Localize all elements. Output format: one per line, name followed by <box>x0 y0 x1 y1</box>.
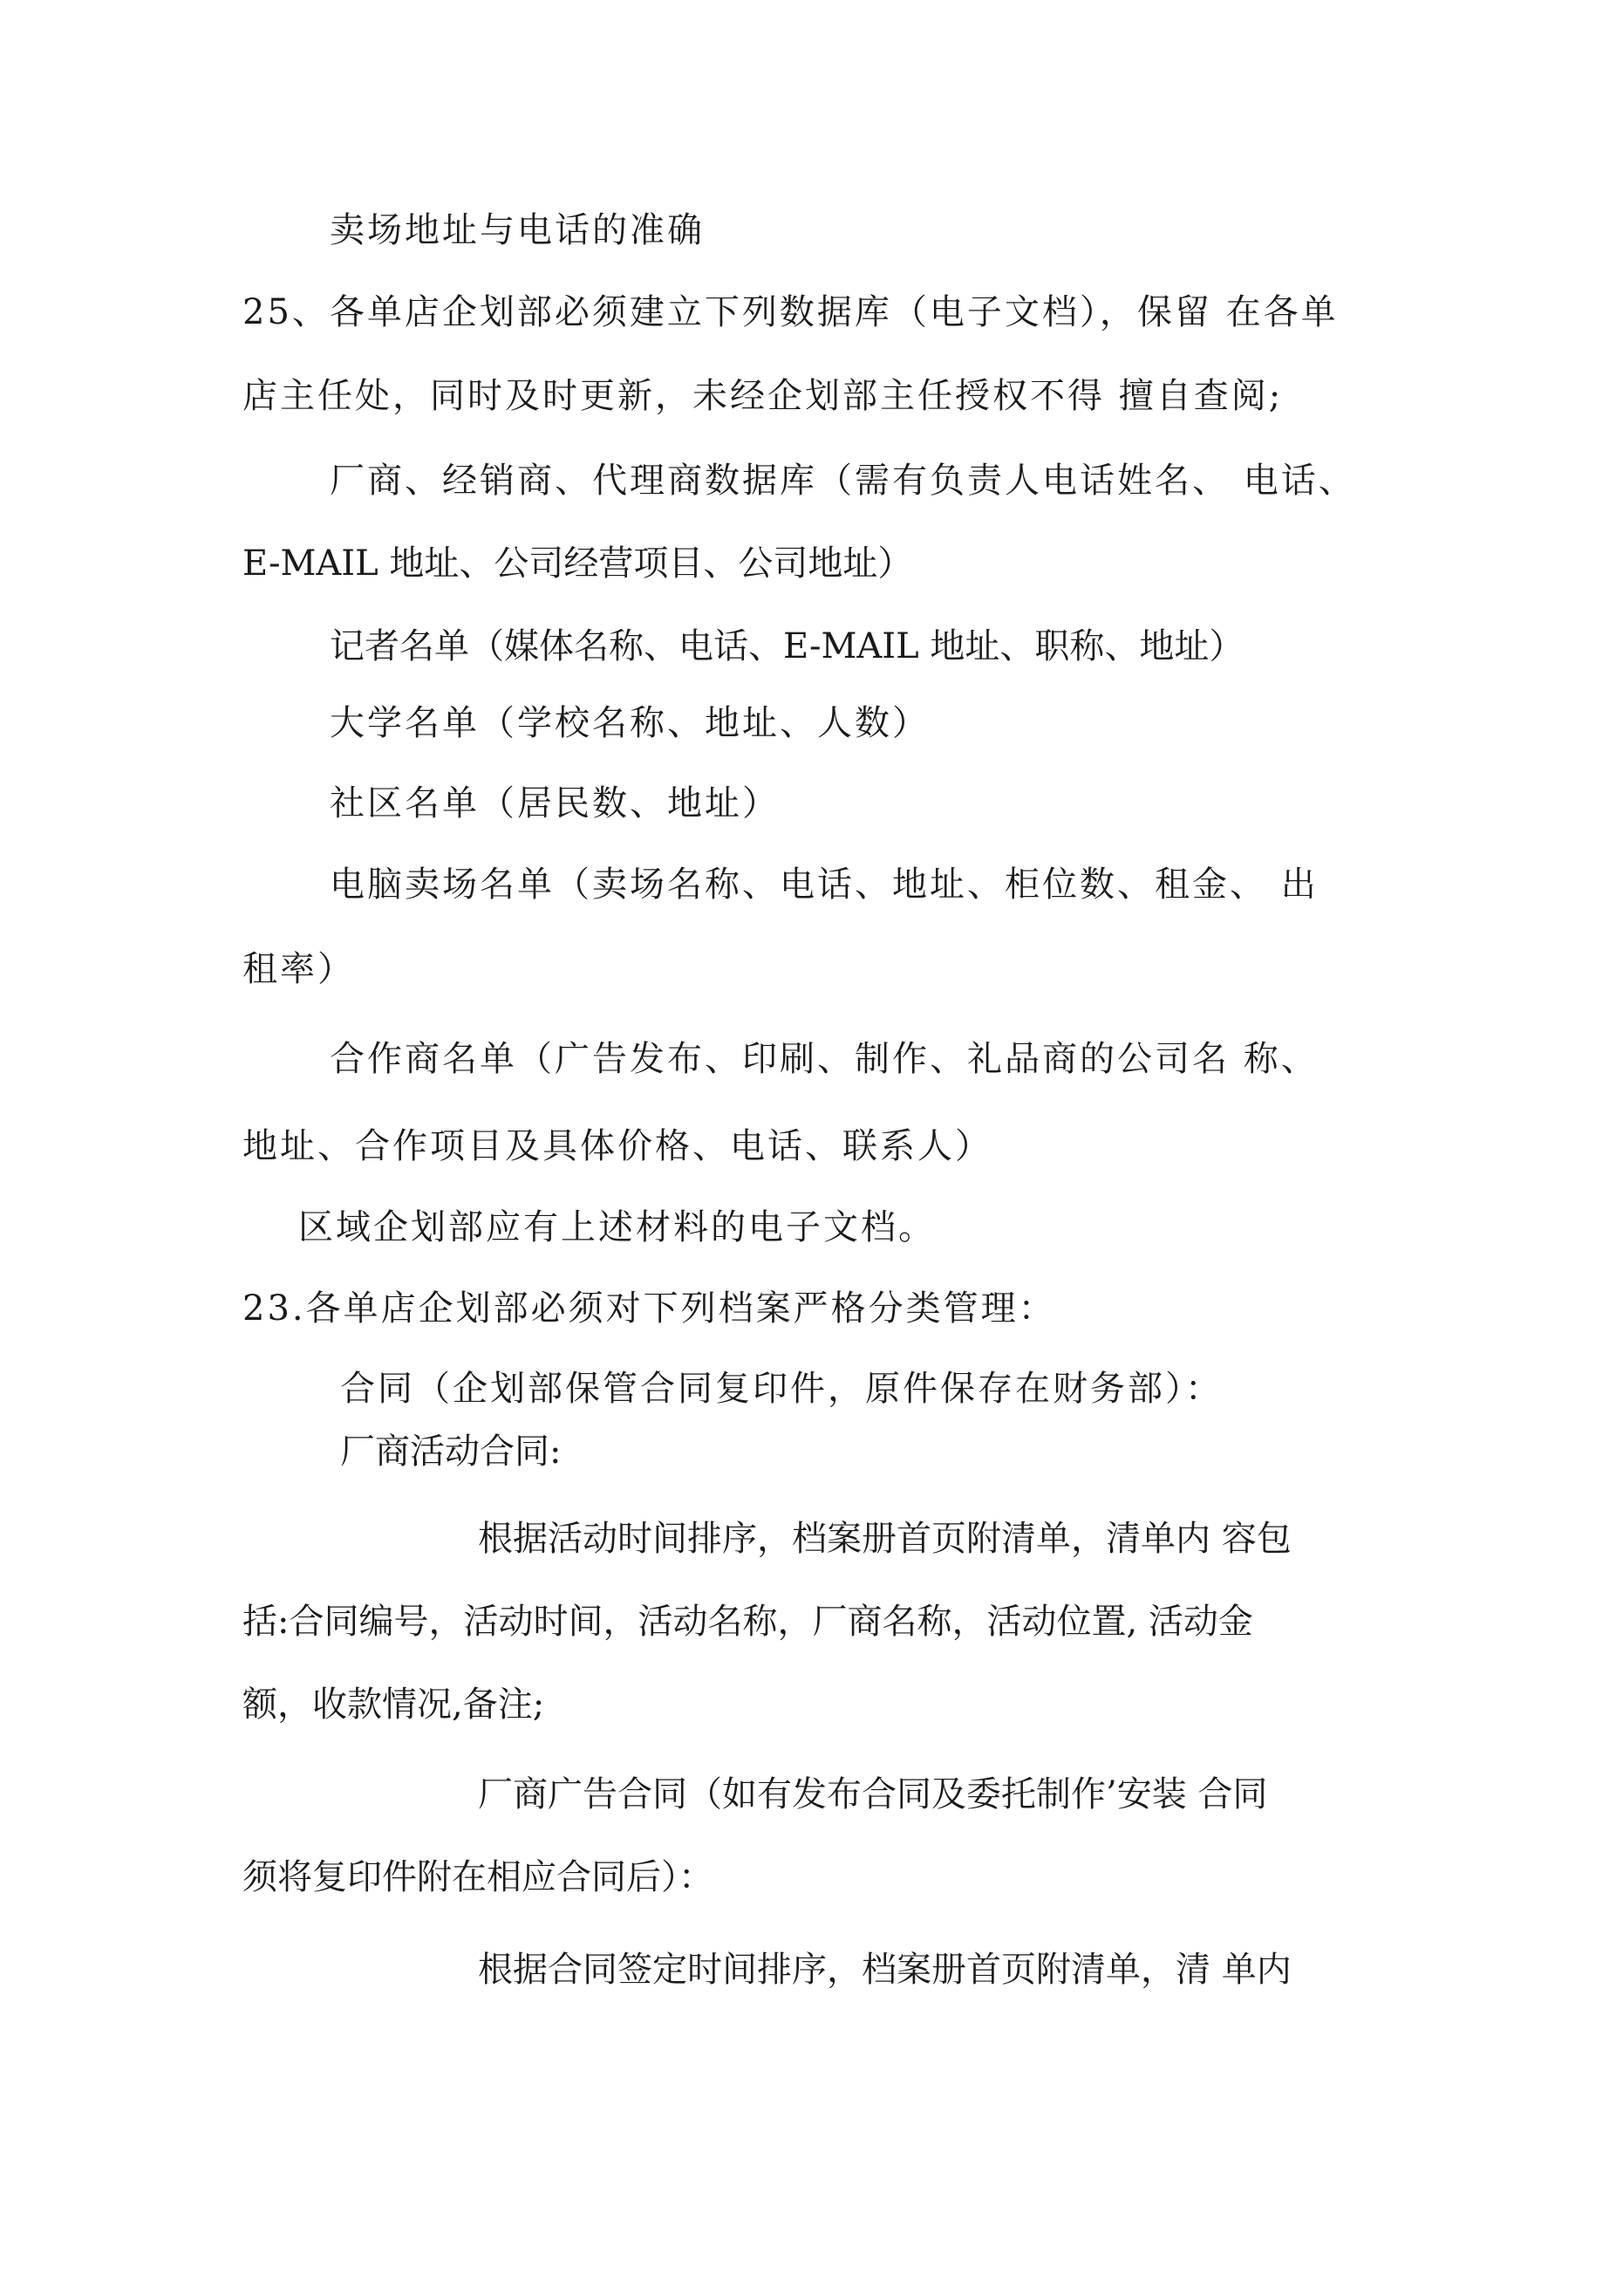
paragraph-line: 须将复印件附在相应合同后）： <box>242 1857 713 1897</box>
paragraph-line: 括:合同编号，活动时间，活动名称，厂商名称，活动位置, 活动金 <box>242 1602 1253 1642</box>
paragraph-line: 卖场地址与电话的准确 <box>330 210 705 250</box>
paragraph-line: 地址、合作项目及具体价格、电话、联系人） <box>242 1126 992 1166</box>
paragraph-line: 记者名单（媒体名称、电话、E-MAIL 地址、职称、地址） <box>330 626 1245 666</box>
paragraph-line: 23.各单店企划部必须对下列档案严格分类管理： <box>242 1288 1056 1329</box>
paragraph-line: 大学名单（学校名称、地址、人数） <box>330 703 930 743</box>
paragraph-line: 电脑卖场名单（卖场名称、电话、地址、柜位数、租金、 出 <box>330 864 1319 905</box>
paragraph-line: 额，收款情况,备注; <box>242 1684 545 1725</box>
paragraph-line: 合同（企划部保管合同复印件，原件保存在财务部）： <box>340 1369 1223 1409</box>
paragraph-line: 根据活动时间排序，档案册首页附清单，清单内 容包 <box>478 1519 1292 1559</box>
paragraph-line: 社区名单（居民数、地址） <box>330 783 780 823</box>
paragraph-line: 租率） <box>242 949 355 989</box>
paragraph-line: 厂商广告合同（如有发布合同及委托制作’安装 合同 <box>478 1774 1268 1814</box>
paragraph-line: 25、各单店企划部必须建立下列数据库（电子文档），保留 在各单 <box>242 292 1339 332</box>
paragraph-line: 合作商名单（广告发布、印刷、制作、礼品商的公司名 称、 <box>330 1039 1319 1079</box>
paragraph-line: 根据合同签定时间排序，档案册首页附清单，清 单内 <box>478 1950 1292 1990</box>
paragraph-line: E-MAIL 地址、公司经营项目、公司地址） <box>242 543 913 584</box>
paragraph-line: 厂商活动合同: <box>340 1432 562 1472</box>
paragraph-line: 厂商、经销商、代理商数据库（需有负责人电话姓名、 电话、 <box>330 461 1356 501</box>
paragraph-line: 区域企划部应有上述材料的电子文档。 <box>298 1207 936 1247</box>
paragraph-line: 店主任处，同时及时更新，未经企划部主任授权不得 擅自查阅; <box>242 376 1284 416</box>
